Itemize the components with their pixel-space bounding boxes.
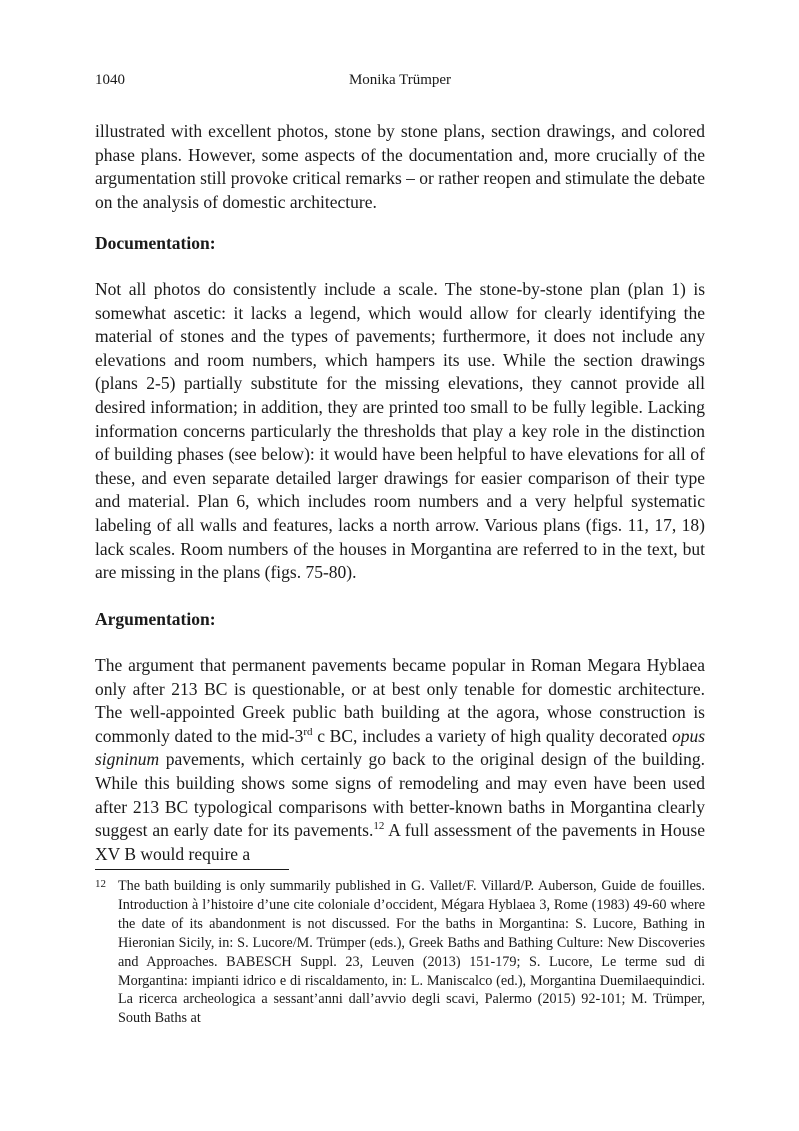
- footnote-text: The bath building is only summarily published in G. Vallet/F. Villard/P. Auberson, Guide de fouilles. Introduction à l’histoire d’une cite coloniale d’occident, Mégara Hyblaea 3, Rome (1983) 49-60 where the date of its abandonment is not discussed. For the baths in Morgantina: S. Lucore, Bathing in Hieronian Sicily, in: S. Lucore/M. Trümper (eds.), Greek Baths and Bathing Culture: New Discoveries and Approaches. BABESCH Suppl. 23, Leuven (2013) 151-179; S. Lucore, Le terme sud di Morgantina: impianti idrico e di riscaldamento, in: L. Maniscalco (ed.), Morgantina Duemilaequindici. La ricerca archeologica a sessant’anni dall’avvio degli scavi, Palermo (2015) 92-101; M. Trümper, South Baths at: [118, 878, 705, 1027]
- intro-paragraph: illustrated with excellent photos, stone by stone plans, section drawings, and colored phase plans. However, some aspects of the documentation and, more crucially of the argumentation still provoke critical remarks – or rather reopen and stimulate the debate on the analysis of domestic architecture.: [95, 121, 706, 212]
- running-header: [95, 72, 705, 94]
- ordinal-superscript: rd: [303, 725, 313, 738]
- running-author: Monika Trümper: [348, 72, 452, 88]
- argumentation-text-d: A full assessment of the pavements in House XV B would require a: [95, 820, 705, 864]
- argumentation-text-b: c BC, includes a variety of high quality decorated: [312, 725, 672, 746]
- argumentation-paragraph: [95, 654, 705, 866]
- footnote-reference[interactable]: 12: [373, 820, 385, 833]
- footnote-mark: 12: [95, 878, 106, 890]
- argumentation-text-a: The argument that permanent pavements became popular in Roman Megara Hyblaea only after 213 BC is questionable, or at best only tenable for domestic architecture. The well-appointed Greek public bath building at the agora, whose construction is commonly dated to the mid-3: [95, 655, 705, 746]
- documentation-heading: Documentation:: [95, 233, 216, 253]
- footnote-divider: [95, 869, 289, 870]
- footnote: [95, 877, 705, 1028]
- documentation-paragraph: Not all photos do consistently include a scale. The stone-by-stone plan (plan 1) is somewhat ascetic: it lacks a legend, which would allow for clearly identifying the material of stones and the types of pavements; furthermore, it does not include any elevations and room numbers, which hampers its use. While the section drawings (plans 2-5) partially substitute for the missing elevations, they cannot provide all desired information; in addition, they are printed too small to be fully legible. Lacking information concerns particularly the thresholds that play a key role in the distinction of building phases (see below): it would have been helpful to have elevations for all of these, and even separate detailed larger drawings for easier comparison of their type and material. Plan 6, which includes room numbers and a very helpful systematic labeling of all walls and features, lacks a north arrow. Various plans (figs. 11, 17, 18) lack scales. Room numbers of the houses in Morgantina are referred to in the text, but are missing in the plans (figs. 75-80).: [95, 279, 705, 583]
- page-number: 1040: [95, 72, 125, 88]
- italic-term: opus signinum: [95, 725, 706, 770]
- argumentation-heading: Argumentation:: [95, 609, 216, 629]
- argumentation-text-c: pavements, which certainly go back to the original design of the building. While this building shows some signs of remodeling and may even have been used after 213 BC typological comparisons with better-known baths in Morgantina clearly suggest an early date for its pavements.: [95, 749, 705, 841]
